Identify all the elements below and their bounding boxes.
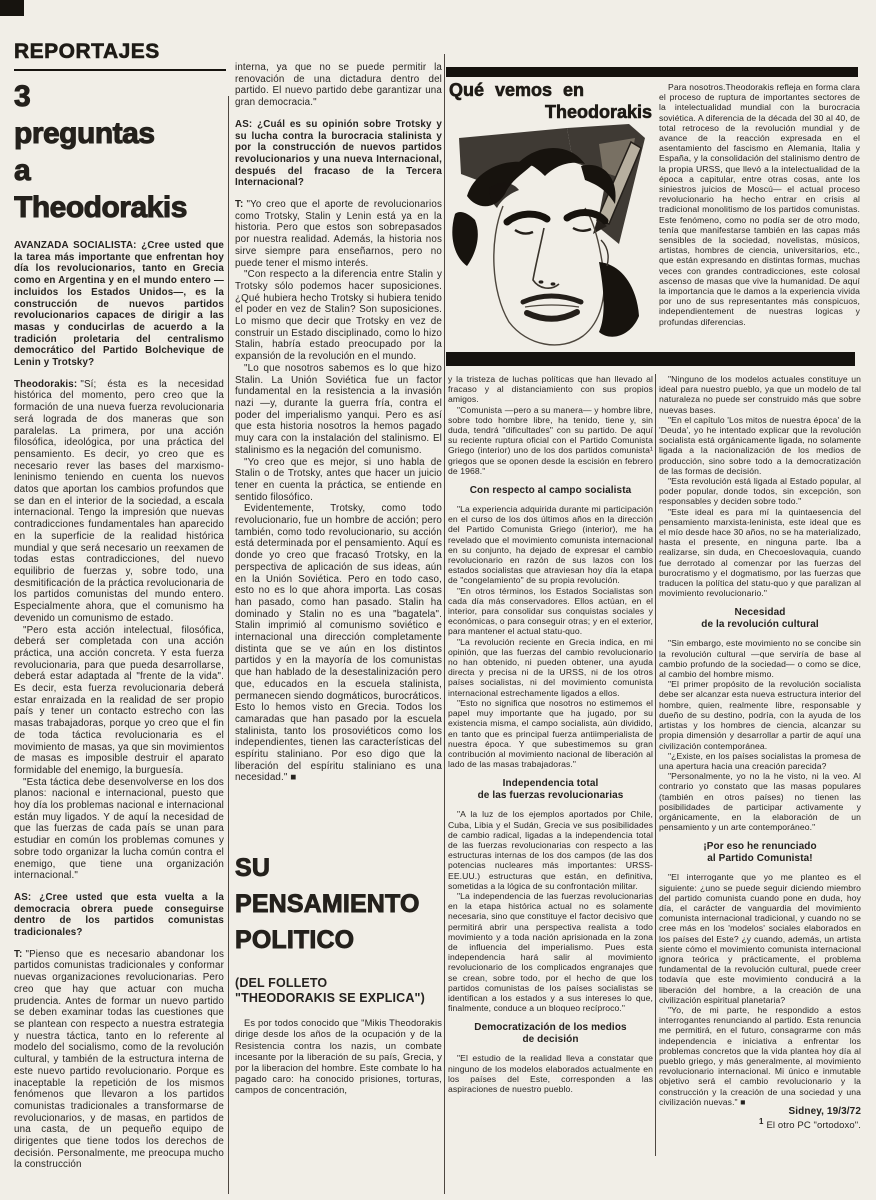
theodorakis-caricature: [449, 122, 651, 350]
manifesto-p6: "El primer propósito de la revolución socialista debe ser alcanzar esta nueva estructura interior del hombre, quien, realmente libre, responsable y dueño de su destino, podría, con la ayuda de los artistas y los hombres de ciencia, alcanzar su propia dimensión y desarrollar a partir de aquí una civilización contemporánea.: [659, 679, 861, 751]
speaker-label: T:: [235, 199, 244, 211]
manifesto-p9: "El interrogante que yo me planteo es el siguiente: ¿uno se puede seguir diciendo miembro del partido comunista cuando pone en duda, hoy día, el carácter de vanguardia del movimiento comunista internacional tradicional, y cuando no se cree más en los 'modelos' sociales elaborados en los países del Este? ¿y cuando, además, un artista siente cómo el movimiento comunista internacional ignora teórica y prácticamente, el problema fundamental de la revolución cultural, puede creer todavía que este movimiento conducirá a la liberación del hombre, a la creación de una civilización espiritual planetaria?: [659, 872, 861, 1005]
column-4-manifesto: [659, 374, 861, 1190]
que-vemos-heading-line1: Qué vemos en: [449, 80, 585, 100]
interview-answer-1-p2: "Pero esta acción intelectual, filosófica, deberá ser completada con una acción práctica, una acción concreta. Y esta fuerza revolucionaria, para que pueda desarrollarse, deberá estar adaptada al "frente de la vida". Es decir, esta fuerza revolucionaria deberá estar enraizada en la realidad de ser propio país y tener un contacto estrecho con las masas trabajadoras, porque yo creo que el fin de toda táctica revolucionaria es el movimiento de masas, ya que sin movimientos de masas es imposible destruir el aparato formidable del enemigo, la burguesía.: [14, 624, 224, 776]
column-2: [235, 62, 442, 1198]
manifesto-p1: "Ninguno de los modelos actuales constituye un ideal para nuestro pueblo, ya que un modelo de tal naturaleza no puede ser construido más que sobre nuevas bases.: [659, 374, 861, 415]
column-rule-3: [655, 374, 656, 1156]
que-vemos-p8: "La independencia de las fuerzas revolucionarias en la etapa histórica actual no es solamente necesaria, sino que constituye el factor decisivo que permitirá abrir una perspectiva realista a todo movimiento y a toda nación aprisionada en la zona de influencia del imperialismo. Pues esta independencia hará salir al movimiento revolucionario de los complicados engranajes que se crean, sobre todo, por el hecho de que los partidos comunistas de los países socialistas se identifican a los estados y a sus intereses lo que, finalmente, conduce a un bloqueo recíproco.": [448, 890, 653, 1014]
interview-answer-3-p2: "Con respecto a la diferencia entre Stalin y Trotsky sólo podemos hacer suposiciones. ¿Qué hubiera hecho Trotsky si hubiera tenido el poder en vez de Stalin? Son suposiciones. Lo mismo que decir que Trotsky en vez de construir un Estado disciplinado, como lo hizo Stalin, habría estado preocupado por la expansión de la revolución en el mundo.: [235, 269, 442, 363]
interview-question-3: AS: ¿Cuál es su opinión sobre Trotsky y su lucha contra la burocracia stalinista y por la construcción de nuevos partidos revolucionarios y una nueva Internacional, después del fracaso de la Tercera Internacional?: [235, 118, 442, 189]
que-vemos-p5: "La revolución reciente en Grecia indica, en mi opinión, que las fuerzas del cambio revolucionario no han obtenido, ni pueden obtener, una ayuda directa y precisa ni de la URSS, ni de los otros países socialistas, ni del movimiento comunista internacional estrechamente ligados a ellos.: [448, 636, 653, 698]
section-masthead: REPORTAJES: [14, 40, 160, 63]
que-vemos-p7: "A la luz de los ejemplos aportados por Chile, Cuba, Libia y el Sudán, Grecia ve sus posibilidades de cambio radical, ligadas a la independencia total de las fuerzas revolucionarias con respecto a las estructuras internas de los dos campos (de las dos potencias nucleares más importantes: URSS- EE.UU.) estructuras que están, en definitiva, sometidas a la lógica de su confrontación militar.: [448, 809, 653, 891]
top-section-bar: [446, 67, 858, 77]
article-title-line: 3: [14, 80, 31, 113]
que-vemos-p2: "Comunista —pero a su manera— y hombre libre, sobre todo hombre libre, ha tenido, tiene y, sin duda, tendrá "dificultades" con su partido. De aquí su reciente ruptura oficial con el Partido Comunista Griego (interior) uno de los dos partidos comunista¹ griegos que se oponen desde la escisión en febrero de 1968.": [448, 404, 653, 476]
que-vemos-p3: "La experiencia adquirida durante mi participación en el curso de los dos últimos años en la dirección del Partido Comunista Griego (interior), me ha revelado que el movimiento comunista internacional en su conjunto, ha dejado de expresar el cambio revolucionario en razón de sus lazos con los estados socialistas que atraviesan hoy día la etapa de "congelamiento" de su propia revolución.: [448, 504, 653, 586]
que-vemos-p6: "Esto no significa que nosotros no estimemos el papel muy importante que ha jugado, por su existencia misma, el campo socialista, aún dividido, en tanto que es principal fuerza antiimperialista de nuestra época. Y que subestimemos su gran contribución al movimiento nacional de liberación al lado de las masas trabajadoras.": [448, 697, 653, 770]
interview-answer-3-p3: "Lo que nosotros sabemos es lo que hizo Stalin. La Unión Soviética fue un factor fundamental en la resistencia a la invasión nazi —y, durante la guerra fría, contra el poder del imperialismo yanqui. Pero es así que esta historia nosotros la hemos pagado muy cara con la instalación del stalinismo. El stalinismo es la negación del comunismo.: [235, 362, 442, 456]
interview-answer-2: T: "Pienso que es necesario abandonar los partidos comunistas tradicionales y conformar nuevas organizaciones revolucionarias. Pero creo que hay que actuar con mucha prudencia. Antes de formar un nuevo partido se deben examinar todas las cuestiones que se plantean con respecto a nuestra estrategia y nuestra táctica, tanto en lo referente al modelo del socialismo, como de la revolución cultural, y también de la estructura interna de este nuevo partido revolucionario. Porque es inaceptable la repetición de los mismos fenómenos que llevaron a los partidos comunistas tradicionales a transformarse de revolucionarios, y de masas, en partidos de una casta, de un pequeño equipo de dirigentes que tiene todos los derechos de decisión. Personalmente, me preocupa mucho la construcción: [14, 948, 224, 1171]
que-vemos-p4: "En otros términos, los Estados Socialistas son cada día más conservadores. Ellos actúan, en el interior, para consolidar sus conquistas sociales y económicas, o para conseguir otras; y en el exterior, para mantener el actual statu-quo.: [448, 585, 653, 637]
subhead-democratizacion: Democratización de los medios de decisión: [474, 1022, 627, 1046]
speaker-label: T:: [14, 948, 23, 960]
dateline: Sidney, 19/3/72: [788, 1106, 861, 1117]
article-title-line: a: [14, 154, 31, 187]
editorial-note: Para nosotros.Theodorakis refleja en forma clara el proceso de ruptura de importantes sectores de la intelectualidad mundial con la burocracia soviética. A diferencia de la década del 30 al 40, de total retroceso de la revolución mundial y de avance de la reacción expresada en el asentamiento del fascismo en Alemania, Italia y España, y la consolidación del stalinismo dentro de la propia URSS, que llevó a la intelectualidad de la época a capitular, entre otras cosas, ante los siniestros juicios de Moscú— el actual proceso revolucionario ha hecho entrar en crisis al tradicional monolitismo de los partidos comunistas. Este fenómeno, como no podía ser de otro modo, tenía que manifestarse también en las capas más sensibles de la sociedad, novelistas, músicos, artistas, hombres de ciencia, universitarios, etc., que están expresando en distintas formas, muchas veces con grandes contradicciones, este colosal ascenso de masas que vive la humanidad. De aquí la importancia que le damos a la experiencia vivida por uno de sus representantes más conspicuos, independientement de nuestras logicas y profundas diferencias.: [659, 82, 860, 327]
page-corner-mark: [0, 0, 24, 16]
interview-answer-3: T: "Yo creo que el aporte de revolucionarios como Trotsky, Stalin y Lenin está ya en la historia. Pero que estos son sobrepasados por nuestra realidad. Además, la historia nos sirve siempre para enseñarnos, pero no puede tener el mismo interés.: [235, 199, 442, 269]
que-vemos-heading: [449, 80, 652, 123]
que-vemos-p9: "El estudio de la realidad lleva a constatar que ninguno de los modelos elaborados actualmente en los países del Este, corresponden a las aspiraciones de nuestro pueblo.: [448, 1053, 653, 1094]
manifesto-p10: "Yo, de mi parte, he respondido a estos interrogantes renunciando al partido. Esta renuncia me permitirá, en el futuro, consagrarme con más independencia e iniciativa a enfrentar los problemas concretos que la vida plantea hoy día al pueblo griego, y más generalmente, al movimiento revolucionario internacional. Mi único e inmutable objetivo será el cambio revolucionario y la construcción y la creación de una sociedad y una civilización nuevas." ■: [659, 1004, 861, 1107]
masthead-rule: [14, 69, 226, 71]
pamphlet-intro: Es por todos conocido que "Mikis Theodorakis dirige desde los años de la ocupación y de la Resistencia contra los nazis, un combate incesante por la liberación de su país, Grecia, y por la liberacion del hombre. Este combate lo ha pagado caro: ha conocido prisiones, torturas, campos de concentración,: [235, 1018, 442, 1096]
pamphlet-source: (DEL FOLLETO "THEODORAKIS SE EXPLICA"): [235, 976, 425, 1006]
interview-answer-1-p3: "Esta táctica debe desenvolverse en los dos planos: nacional e internacional, puesto que hoy día los problemas nacional e internacional están muy ligados. Y de aquí la necesidad de que las fuerzas de cada país se unan para estudiar en común los problemas comunes y sobre todo organizar la lucha común contra el enemigo, que tiene una organización internacional.": [14, 776, 224, 882]
footnote-marker: 1: [759, 1117, 764, 1127]
pamphlet-section: [235, 850, 442, 1096]
subhead-necesidad: Necesidad de la revolución cultural: [701, 607, 819, 631]
column-rule-2: [444, 54, 445, 1194]
interview-answer-3-p5: Evidentemente, Trotsky, como todo revolucionario, fue un hombre de acción; pero también, como todo revolucionario, su acción está determinada por el pensamiento. Aquí es donde yo creo que fracasó Trotsky, en la perspectiva de aplicación de sus ideas, aún en la Unión Soviética. Pero en todo caso, esto no es lo que ahora importa. Las cosas han pasado, como han pasado. Stalin ha dominado y Stalin no es una "bagatela". Stalin imprimió al comunismo soviético e internacional una dirección completamente distinta que se ve aún en los distintos partidos y en la mayoría de los comunistas que han hablado de la desestalinización pero que, educados en la escuela stalinista, permanecen siendo dogmáticos, burocráticos. Esto lo hemos visto en Grecia. Todos los camaradas que han pasado por la escuela stalinista, tanto los prosoviéticos como los independientes, tienen las características del espíritu staliniano. Por eso digo que la liberación del espíritu staliniano es una necesidad." ■: [235, 503, 442, 784]
interview-question-1: AVANZADA SOCIALISTA: ¿Cree usted que la tarea más importante que enfrentan hoy día los revolucionarios, tanto en Grecia como en Argentina y en el mundo entero —incluidos los Estados Unidos—, es la construcción de nuevos partidos revolucionarios capaces de dirigir a las masas y conducirlas de acuerdo a la tradición proletaria del centralismo democrático del Partido Bolchevique de Lenin y Trotsky?: [14, 240, 224, 369]
column-rule-1: [228, 96, 229, 1194]
mid-section-bar: [446, 352, 855, 366]
pamphlet-title: SU PENSAMIENTO POLITICO: [235, 854, 420, 955]
que-vemos-p1: y la tristeza de luchas políticas que han llevado al fracaso y al distanciamiento con sus propios amigos.: [448, 374, 653, 405]
caricature-drawing: [449, 122, 651, 350]
manifesto-p5: "Sin embargo, este movimiento no se concibe sin la revolución cultural —que serviría de base al cambio profundo de la sociedad— o como se dice, al cambio del hombre mismo.: [659, 638, 861, 680]
manifesto-p7: "¿Existe, en los países socialistas la promesa de una apertura hacia una creación parecida?: [659, 750, 861, 771]
manifesto-p4: "Este ideal es para mí la quintaesencia del pensamiento marxista-leninista, este ideal que es el mío desde hace 30 años, no se ha materializado, hasta el presente, en ninguna parte. Iba a realizarse, sin duda, en Checoeslovaquia, cuando fue derrotado al comenzar por las fuerzas del burocratismo y el dogmatismo, por las fuerzas que traducen la política del statu-quo y que paralizan al movimiento revolucionario.": [659, 506, 861, 599]
interview-answer-3-p4: "Yo creo que es mejor, si uno habla de Stalin o de Trotsky, antes que hacer un juicio tener en cuenta la práctica, se entiende en sentido filosófico.: [235, 456, 442, 503]
interview-question-2: AS: ¿Cree usted que esta vuelta a la democracia obrera puede conseguirse dentro de los partidos comunistas tradicionales?: [14, 891, 224, 939]
interview-answer-1: Theodorakis: "Sí; ésta es la necesidad histórica del momento, pero creo que la formación de una nueva fuerza revolucionaria será lograda de dos maneras que son paralelas. La primera, por una acción filosófica, ideológica, por una práctica del pensamiento. Es decir, yo creo que es necesario rever las bases del marxismo-leninismo teniendo en cuenta los nuevos datos que aportan los cambios profundos que se dan en el interior de la sociedad, a escala internacional. Tengo la impresión que nuevas contradicciones fundamentales han aparecido en la superficie de la realidad histórica mundial y que será necesario un reexamen de todas estas contradicciones, del nuevo equilibrio de fuerzas y, sobre todo, una desmitificación de la práctica revolucionaria de los partidos comunistas del mundo entero. Especialmente ahora, que el comunismo ha devenido un comunismo de estado.: [14, 378, 224, 624]
article-title: [14, 78, 224, 226]
article-title-line: Theodorakis: [14, 191, 187, 224]
speaker-label: Theodorakis:: [14, 378, 78, 390]
footnote: $^1$ El otro PC "ortodoxo".: [759, 1117, 861, 1132]
manifesto-p2: "En el capítulo 'Los mitos de nuestra época' de la 'Deuda', yo he intentado explicar que la revolución socialista está orgánicamente ligada, no solamente ligada a la nacionalización de los medios de producción, sino sobre todo a la democratización de las formas de decisión.: [659, 414, 861, 476]
subhead-independencia: Independencia total de las fuerzas revolucionarias: [477, 778, 624, 802]
subhead-campo-socialista: Con respecto al campo socialista: [469, 485, 632, 497]
interview-answer-2-continued: interna, ya que no se puede permitir la renovación de una dictadura dentro del partido. El nuevo partido debe garantizar una gran democracia.": [235, 62, 442, 109]
manifesto-p3: "Esta revolución está ligada al Estado popular, al poder popular, donde todos, sin excepción, son responsables y deciden sobre todo.": [659, 476, 861, 507]
column-4-editorial: [659, 82, 860, 350]
article-title-line: preguntas: [14, 117, 155, 150]
column-1: [14, 78, 224, 1196]
que-vemos-heading-line2: Theodorakis: [544, 102, 652, 122]
column-3: [448, 374, 653, 1164]
subhead-renuncia: ¡Por eso he renunciado al Partido Comunista!: [703, 841, 817, 865]
manifesto-p8: "Personalmente, yo no la he visto, ni la veo. Al contrario yo constato que las masas populares (también en otros países) no tienen las posibilidades de participar activamente y orgánicamente, en la elaboración de un pensamiento y un arte contemporáneo.": [659, 771, 861, 833]
